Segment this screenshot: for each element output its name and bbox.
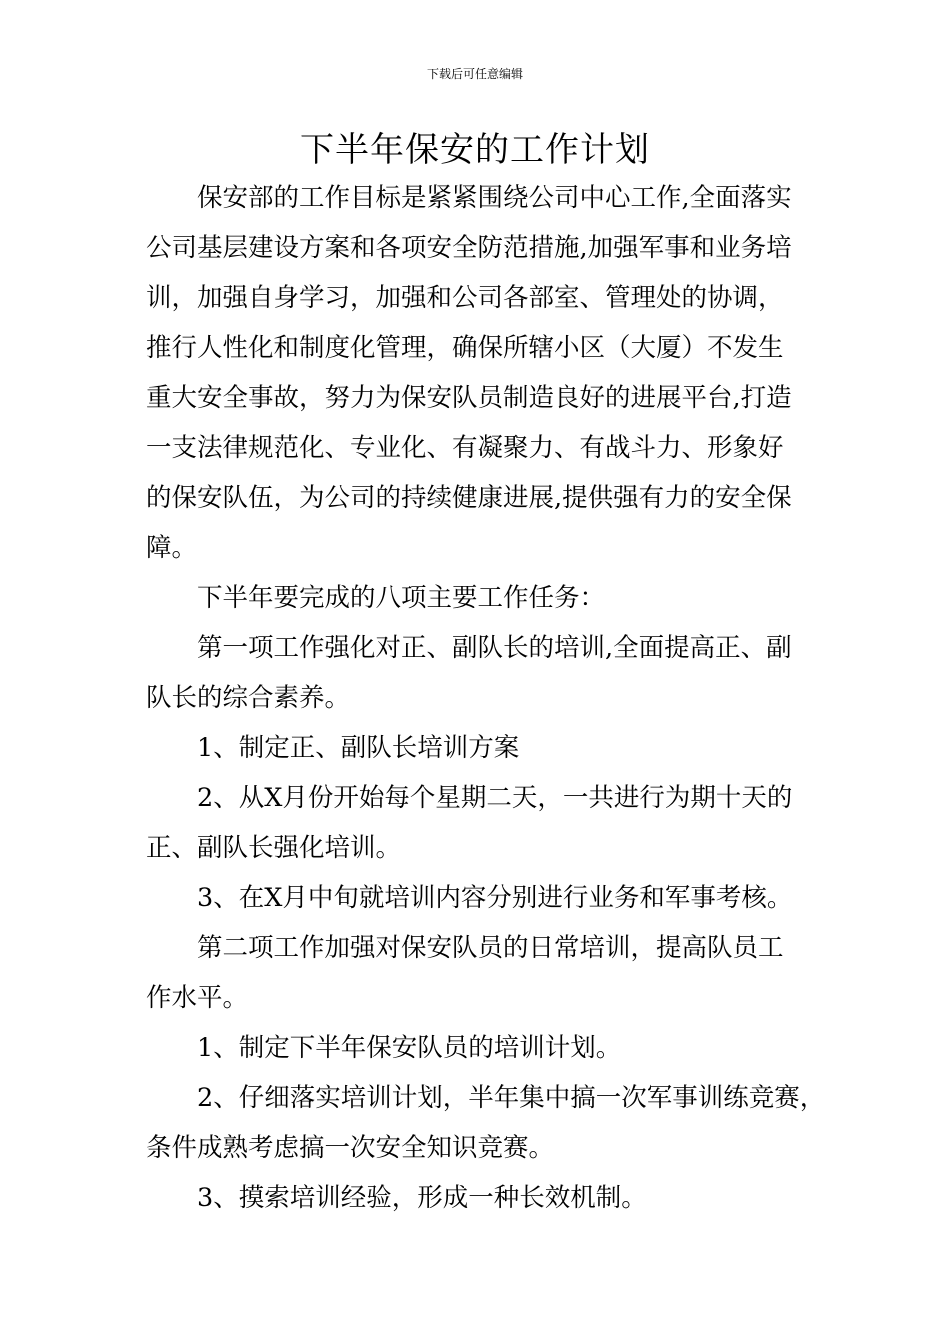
body-line: 障。	[146, 533, 198, 563]
body-line: 作水平。	[146, 983, 249, 1013]
header-note: 下载后可任意编辑	[426, 67, 523, 81]
body-line: 第一项工作强化对正、副队长的培训,全面提高正、副	[197, 633, 792, 663]
body-line: 2、仔细落实培训计划，半年集中搞一次军事训练竞赛，	[197, 1083, 826, 1113]
body-line: 的保安队伍，为公司的持续健康进展,提供强有力的安全保	[146, 483, 792, 513]
body-line: 下半年要完成的八项主要工作任务：	[197, 583, 606, 613]
body-line: 2、从X月份开始每个星期二天，一共进行为期十天的	[197, 783, 793, 813]
body-line: 公司基层建设方案和各项安全防范措施,加强军事和业务培	[146, 233, 792, 263]
body-line: 一支法律规范化、专业化、有凝聚力、有战斗力、形象好	[146, 433, 784, 463]
body-line: 3、摸索培训经验，形成一种长效机制。	[197, 1183, 647, 1213]
body-line: 3、在X月中旬就培训内容分别进行业务和军事考核。	[197, 883, 793, 913]
body-line: 1、制定下半年保安队员的培训计划。	[197, 1033, 622, 1063]
body-line: 正、副队长强化培训。	[146, 833, 402, 863]
body-line: 训，加强自身学习，加强和公司各部室、管理处的协调，	[146, 283, 784, 313]
body-line: 条件成熟考虑搞一次安全知识竞赛。	[146, 1133, 555, 1163]
document-title: 下半年保安的工作计划	[300, 130, 650, 170]
body-line: 保安部的工作目标是紧紧围绕公司中心工作,全面落实	[197, 183, 792, 213]
body-line: 重大安全事故，努力为保安队员制造良好的进展平台,打造	[146, 383, 792, 413]
body-line: 队长的综合素养。	[146, 683, 351, 713]
body-line: 第二项工作加强对保安队员的日常培训，提高队员工	[197, 933, 784, 963]
body-line: 1、制定正、副队长培训方案	[197, 733, 520, 763]
body-line: 推行人性化和制度化管理，确保所辖小区（大厦）不发生	[146, 333, 784, 363]
